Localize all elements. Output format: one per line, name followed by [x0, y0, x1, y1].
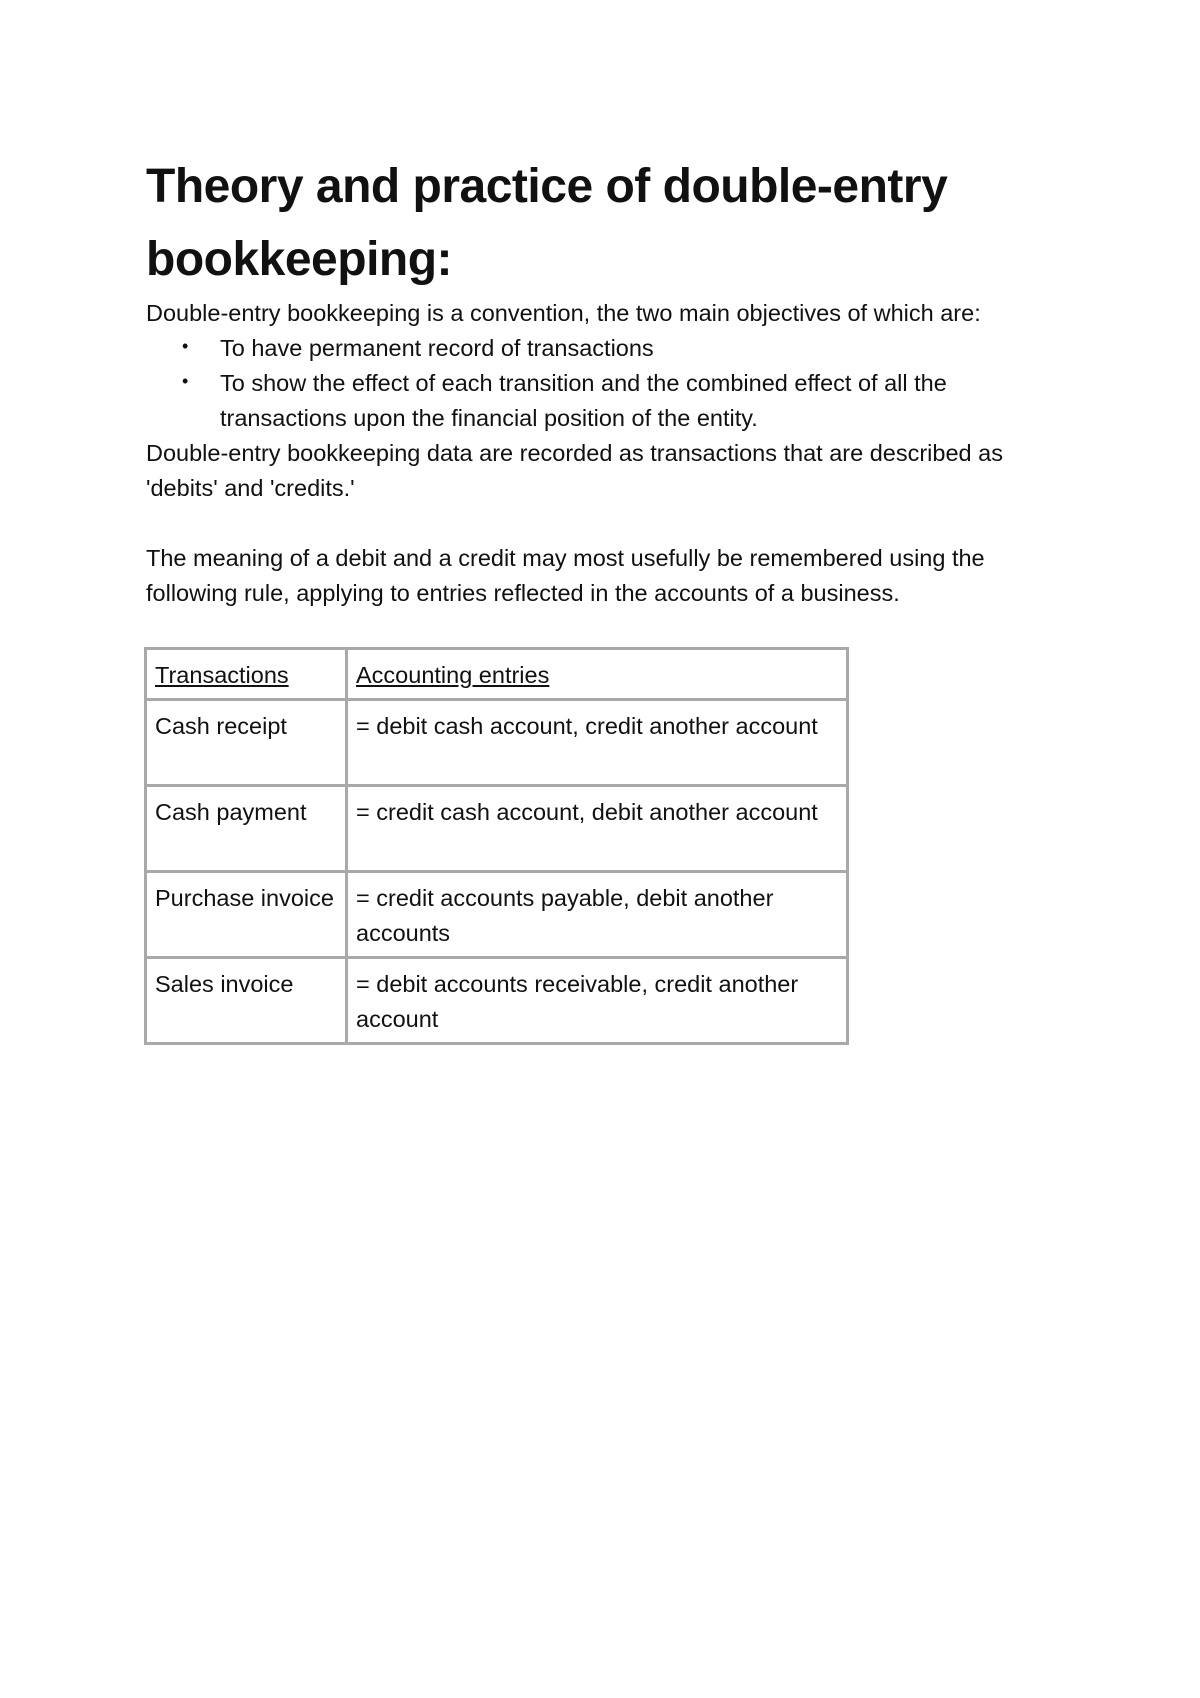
- transaction-cell: Sales invoice: [146, 958, 347, 1044]
- bullet-icon: •: [182, 336, 189, 356]
- blank-line: [146, 506, 1066, 541]
- table-row: [146, 700, 848, 786]
- transaction-cell: Purchase invoice: [146, 872, 347, 958]
- transaction-cell: Cash receipt: [146, 700, 347, 786]
- header-accounting-entries: Accounting entries: [347, 649, 848, 700]
- list-item: [146, 331, 1066, 366]
- table-row: [146, 872, 848, 958]
- debits-credits-paragraph: Double-entry bookkeeping data are recorded as transactions that are described as 'debits' and 'credits.': [146, 440, 1003, 501]
- accounting-entries-table: [144, 647, 849, 1045]
- header-transactions: Transactions: [146, 649, 347, 700]
- page-title: Theory and practice of double-entry bookkeeping:: [146, 160, 948, 286]
- intro-paragraph: Double-entry bookkeeping is a convention, the two main objectives of which are:: [146, 300, 981, 326]
- objectives-list: [146, 331, 1066, 436]
- entry-cell: = credit accounts payable, debit another accounts: [347, 872, 848, 958]
- rule-paragraph: The meaning of a debit and a credit may most usefully be remembered using the following rule, applying to entries reflected in the accounts of a business.: [146, 545, 985, 606]
- list-item-text: To show the effect of each transition and the combined effect of all the transactions upon the financial position of the entity.: [220, 370, 947, 431]
- entry-cell: = debit accounts receivable, credit another account: [347, 958, 848, 1044]
- table-row: [146, 786, 848, 872]
- list-item: [146, 366, 1066, 436]
- entry-cell: = debit cash account, credit another account: [347, 700, 848, 786]
- list-item-text: To have permanent record of transactions: [220, 335, 654, 361]
- document-page: [146, 150, 1066, 1045]
- table-header-row: [146, 649, 848, 700]
- transaction-cell: Cash payment: [146, 786, 347, 872]
- table-row: [146, 958, 848, 1044]
- bullet-icon: •: [182, 371, 189, 391]
- entry-cell: = credit cash account, debit another account: [347, 786, 848, 872]
